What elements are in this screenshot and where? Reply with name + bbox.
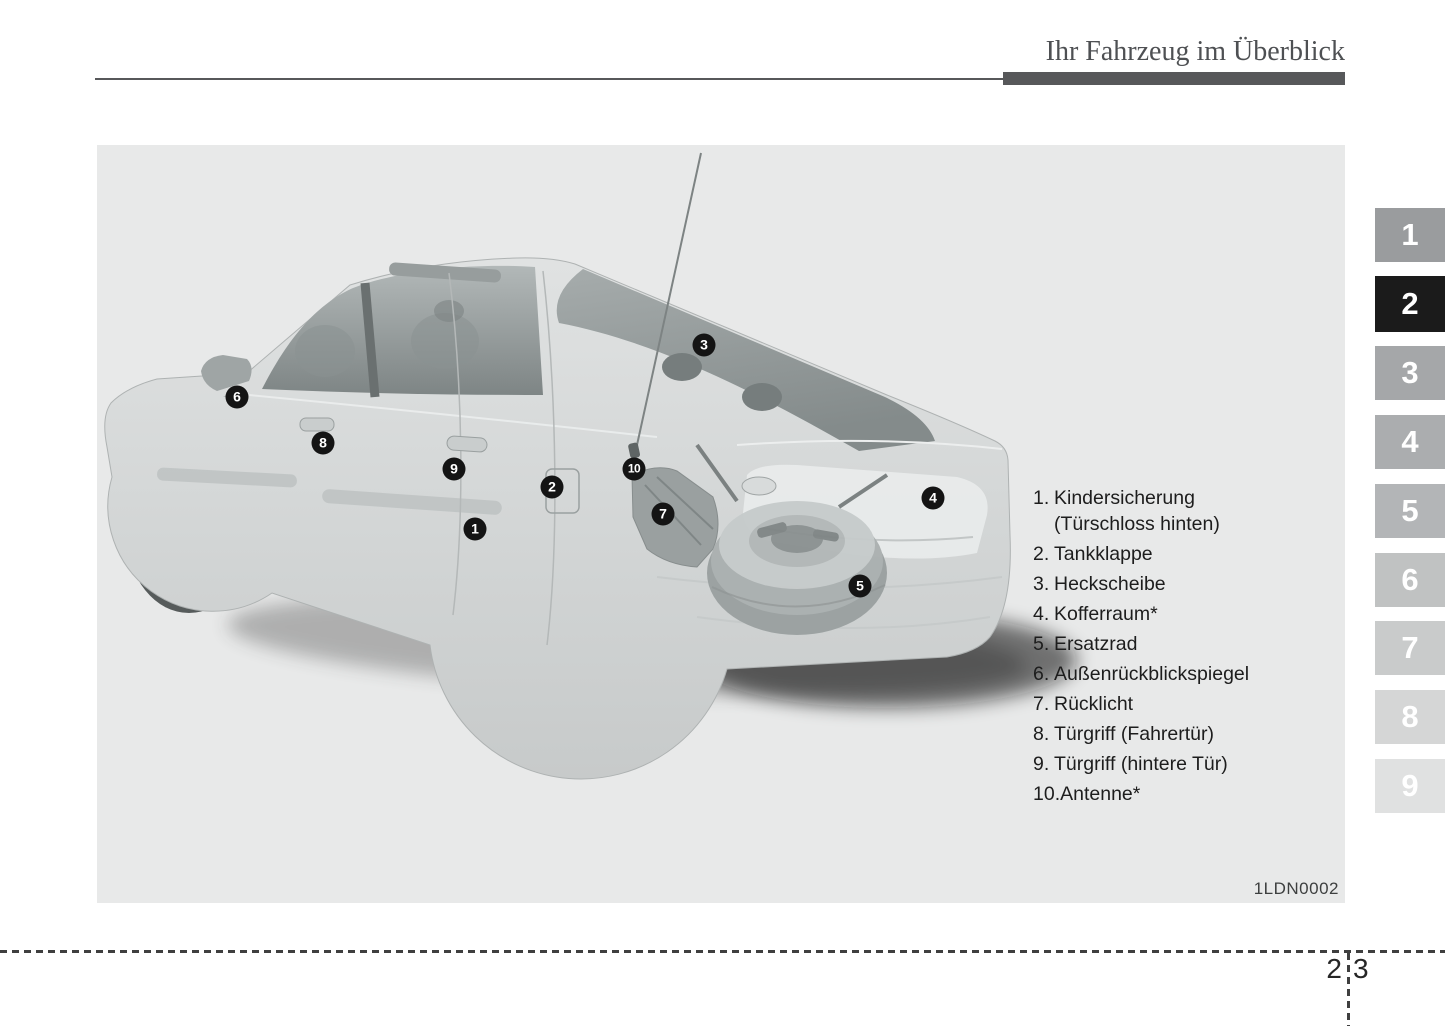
callout-9: 9 bbox=[443, 458, 466, 481]
callout-10: 10 bbox=[623, 458, 646, 481]
callout-6: 6 bbox=[226, 386, 249, 409]
header-rule-thick bbox=[1003, 72, 1345, 85]
headrest-shape bbox=[742, 383, 782, 411]
chapter-tab-9: 9 bbox=[1375, 759, 1445, 813]
legend-item-label: Ersatzrad bbox=[1054, 633, 1138, 655]
legend-item-4 bbox=[1033, 601, 1333, 627]
legend-item-7 bbox=[1033, 691, 1333, 717]
page-number-chapter: 2 bbox=[1326, 953, 1342, 984]
legend-item-label: Tankklappe bbox=[1054, 543, 1153, 565]
legend-item-number: 10. bbox=[1033, 783, 1061, 805]
chapter-tab-5: 5 bbox=[1375, 484, 1445, 538]
legend-item-2 bbox=[1033, 541, 1333, 567]
chapter-tab-7: 7 bbox=[1375, 621, 1445, 675]
callout-1: 1 bbox=[464, 518, 487, 541]
page-title: Ihr Fahrzeug im Überblick bbox=[1045, 36, 1345, 67]
footer-dashed-divider bbox=[1347, 953, 1350, 1026]
callout-4: 4 bbox=[922, 487, 945, 510]
legend-item-number: 1. bbox=[1033, 487, 1050, 509]
legend-item-number: 9. bbox=[1033, 753, 1050, 775]
footer-dashed-line bbox=[0, 950, 1445, 953]
legend-item-label: Antenne* bbox=[1060, 783, 1141, 805]
chapter-tab-2: 2 bbox=[1375, 276, 1445, 332]
chapter-tab-6: 6 bbox=[1375, 553, 1445, 607]
legend-item-number: 4. bbox=[1033, 603, 1050, 625]
legend-item-3 bbox=[1033, 571, 1333, 597]
rear-door-handle bbox=[447, 436, 488, 453]
legend-item-1 bbox=[1033, 485, 1333, 537]
callout-8: 8 bbox=[312, 432, 335, 455]
legend-item-label: Heckscheibe bbox=[1054, 573, 1166, 595]
legend-item-number: 7. bbox=[1033, 693, 1050, 715]
chapter-tab-3: 3 bbox=[1375, 346, 1445, 400]
legend-item-label: Türgriff (Fahrertür) bbox=[1054, 723, 1214, 745]
legend-item-number: 8. bbox=[1033, 723, 1050, 745]
headrest-shape bbox=[434, 300, 464, 322]
seat-shape bbox=[295, 325, 355, 377]
legend-item-8 bbox=[1033, 721, 1333, 747]
chapter-tab-4: 4 bbox=[1375, 415, 1445, 469]
front-door-handle bbox=[300, 418, 334, 431]
figure-legend bbox=[1033, 485, 1333, 811]
headrest-shape bbox=[662, 353, 702, 381]
legend-item-9 bbox=[1033, 751, 1333, 777]
callout-2: 2 bbox=[541, 476, 564, 499]
legend-item-number: 5. bbox=[1033, 633, 1050, 655]
legend-item-label: Kofferraum* bbox=[1054, 603, 1158, 625]
legend-item-label: Türgriff (hintere Tür) bbox=[1054, 753, 1228, 775]
legend-item-label: Kindersicherung (Türschloss hinten) bbox=[1054, 487, 1220, 535]
legend-item-number: 6. bbox=[1033, 663, 1050, 685]
callout-7: 7 bbox=[652, 503, 675, 526]
legend-item-5 bbox=[1033, 631, 1333, 657]
legend-item-label: Rücklicht bbox=[1054, 693, 1134, 715]
chapter-tab-1: 1 bbox=[1375, 208, 1445, 262]
callout-5: 5 bbox=[849, 575, 872, 598]
kia-badge bbox=[742, 477, 776, 495]
legend-item-10 bbox=[1033, 781, 1333, 807]
legend-item-number: 2. bbox=[1033, 543, 1050, 565]
side-windows bbox=[262, 266, 543, 395]
image-code: 1LDN0002 bbox=[1253, 879, 1339, 898]
chapter-tab-8: 8 bbox=[1375, 690, 1445, 744]
page-number-page: 3 bbox=[1353, 953, 1369, 984]
legend-item-6 bbox=[1033, 661, 1333, 687]
legend-item-number: 3. bbox=[1033, 573, 1050, 595]
header-rule-thin bbox=[95, 78, 1003, 80]
legend-item-label: Außenrückblickspiegel bbox=[1054, 663, 1250, 685]
callout-3: 3 bbox=[693, 334, 716, 357]
vehicle-overview-figure bbox=[97, 145, 1345, 903]
